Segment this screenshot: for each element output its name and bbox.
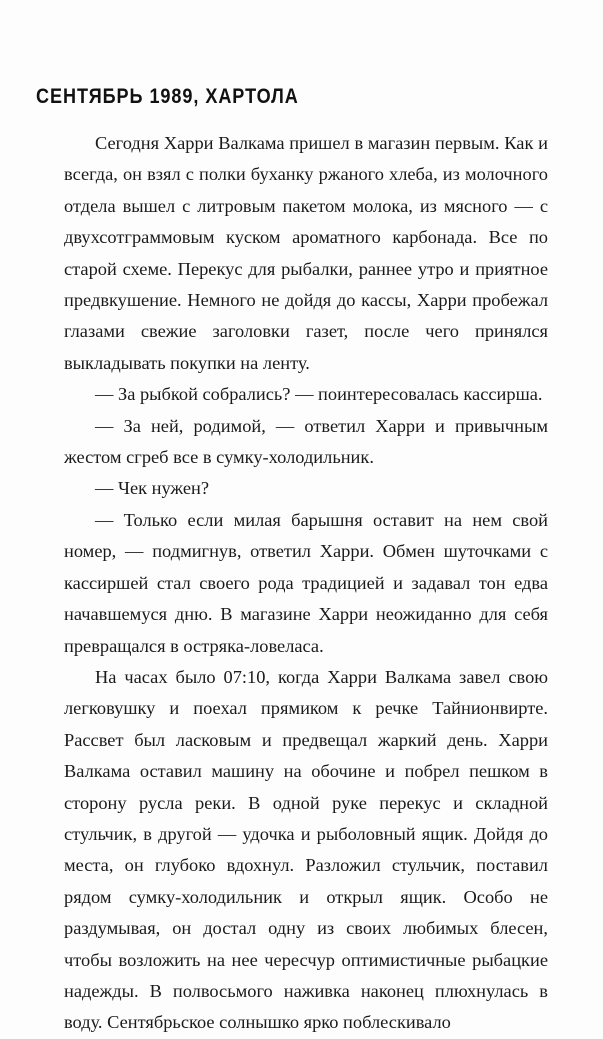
body-text-block	[64, 128, 548, 1039]
paragraph-dialogue-1: — За рыбкой собрались? — поинтересовалась кассирша.	[95, 384, 543, 405]
paragraph-dialogue-4: — Только если милая барышня оставит на нем свой номер, — подмигнув, ответил Харри. Обмен шуточками с кассиршей стал своего рода традицией и задавал тон едва начавшемуся дню. В магазине Харри неожиданно для себя превращался в остряка-ловеласа.	[64, 509, 548, 656]
paragraph-dialogue-3: — Чек нужен?	[95, 478, 210, 499]
chapter-heading: СЕНТЯБРЬ 1989, ХАРТОЛА	[36, 85, 299, 109]
paragraph-dialogue-2: — За ней, родимой, — ответил Харри и привычным жестом сгреб все в сумку-холодильник.	[64, 415, 548, 468]
paragraph-river-trip: На часах было 07:10, когда Харри Валкама завел свою легковушку и поехал прямиком к речке Тайнионвирте. Рассвет был ласковым и предвещал жаркий день. Харри Валкама оставил машину на обочине и побрел пешком в сторону русла реки. В одной руке перекус и складной стульчик, в другой — удочка и рыболовный ящик. Дойдя до места, он глубоко вдохнул. Разложил стульчик, поставил рядом сумку-холодильник и открыл ящик. Особо не раздумывая, он достал одну из своих любимых блесен, чтобы возложить на нее чересчур оптимистичные рыбацкие надежды. В полвосьмого наживка наконец плюхнулась в воду. Сентябрьское солнышко ярко поблескивало	[64, 666, 548, 1033]
paragraph-opening: Сегодня Харри Валкама пришел в магазин первым. Как и всегда, он взял с полки буханку ржаного хлеба, из молочного отдела вышел с литровым пакетом молока, из мясного — с двухсотграммовым куском ароматного карбонада. Все по старой схеме. Перекус для рыбалки, раннее утро и приятное предвкушение. Немного не дойдя до кассы, Харри пробежал глазами свежие заголовки газет, после чего принялся выкладывать покупки на ленту.	[64, 133, 548, 373]
